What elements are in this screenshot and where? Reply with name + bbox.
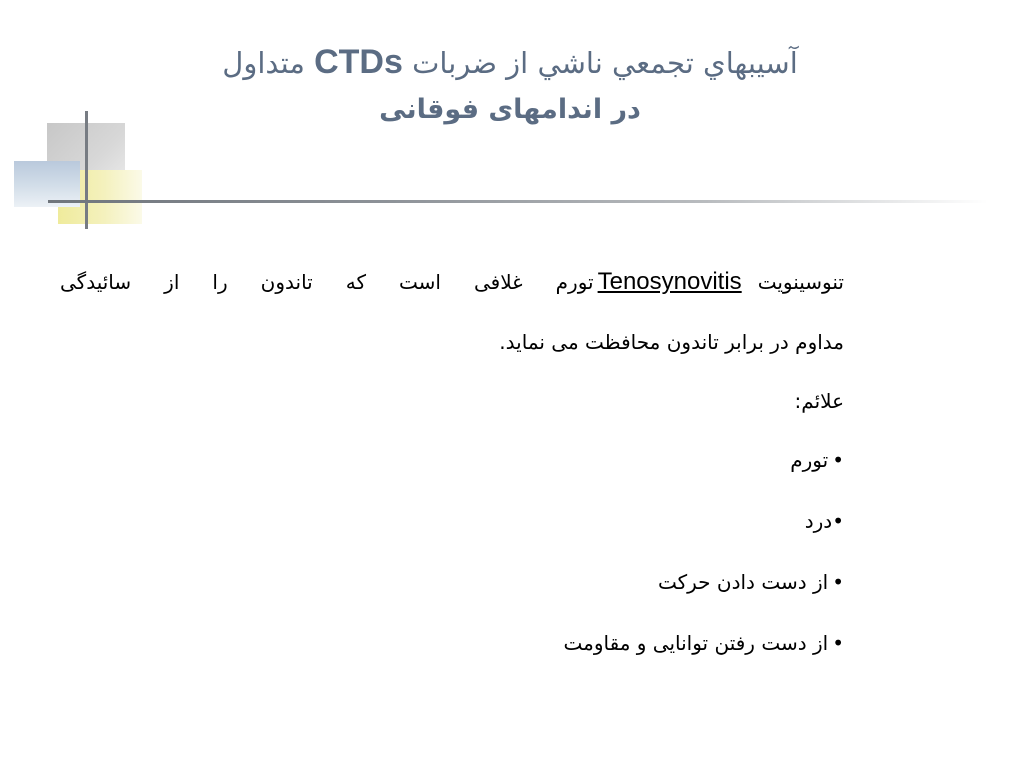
bullet-item (60, 552, 844, 613)
bullet-item (60, 613, 844, 674)
title-line-2: در اندامهای فوقانی (379, 94, 641, 125)
bullet-text: از دست رفتن توانایی و مقاومت (563, 631, 829, 655)
bullet-text: تورم (790, 448, 829, 472)
bullet-marker: • (832, 570, 844, 594)
definition-line-2: مداوم در برابر تاندون محافظت می نماید. (499, 330, 844, 354)
bullet-item (60, 430, 844, 491)
definition-line-1 (60, 258, 844, 306)
term-persian: تنوسینویت (757, 270, 844, 294)
decor-horizontal-rule (48, 200, 988, 203)
title-line-1 (150, 40, 870, 84)
term-english: Tenosynovitis (597, 268, 742, 295)
slide-body (60, 258, 844, 674)
bullet-item (60, 491, 844, 552)
title-text-end: متداول (222, 46, 305, 80)
bullet-marker: • (832, 509, 844, 533)
title-acronym: CTDs (314, 43, 403, 81)
definition-text-1: تورم غلافی است که تاندون را از سائیدگی (60, 270, 594, 294)
decor-vertical-line (85, 111, 88, 229)
bullet-text: از دست دادن حرکت (657, 570, 829, 594)
symptoms-label: علائم: (794, 389, 844, 413)
bullet-marker: • (832, 631, 844, 655)
title-text-start: آسيبهاي تجمعي ناشي از ضربات (412, 46, 798, 80)
bullet-marker: • (832, 448, 844, 472)
bullet-text: درد (804, 509, 833, 533)
slide-title (150, 40, 870, 130)
